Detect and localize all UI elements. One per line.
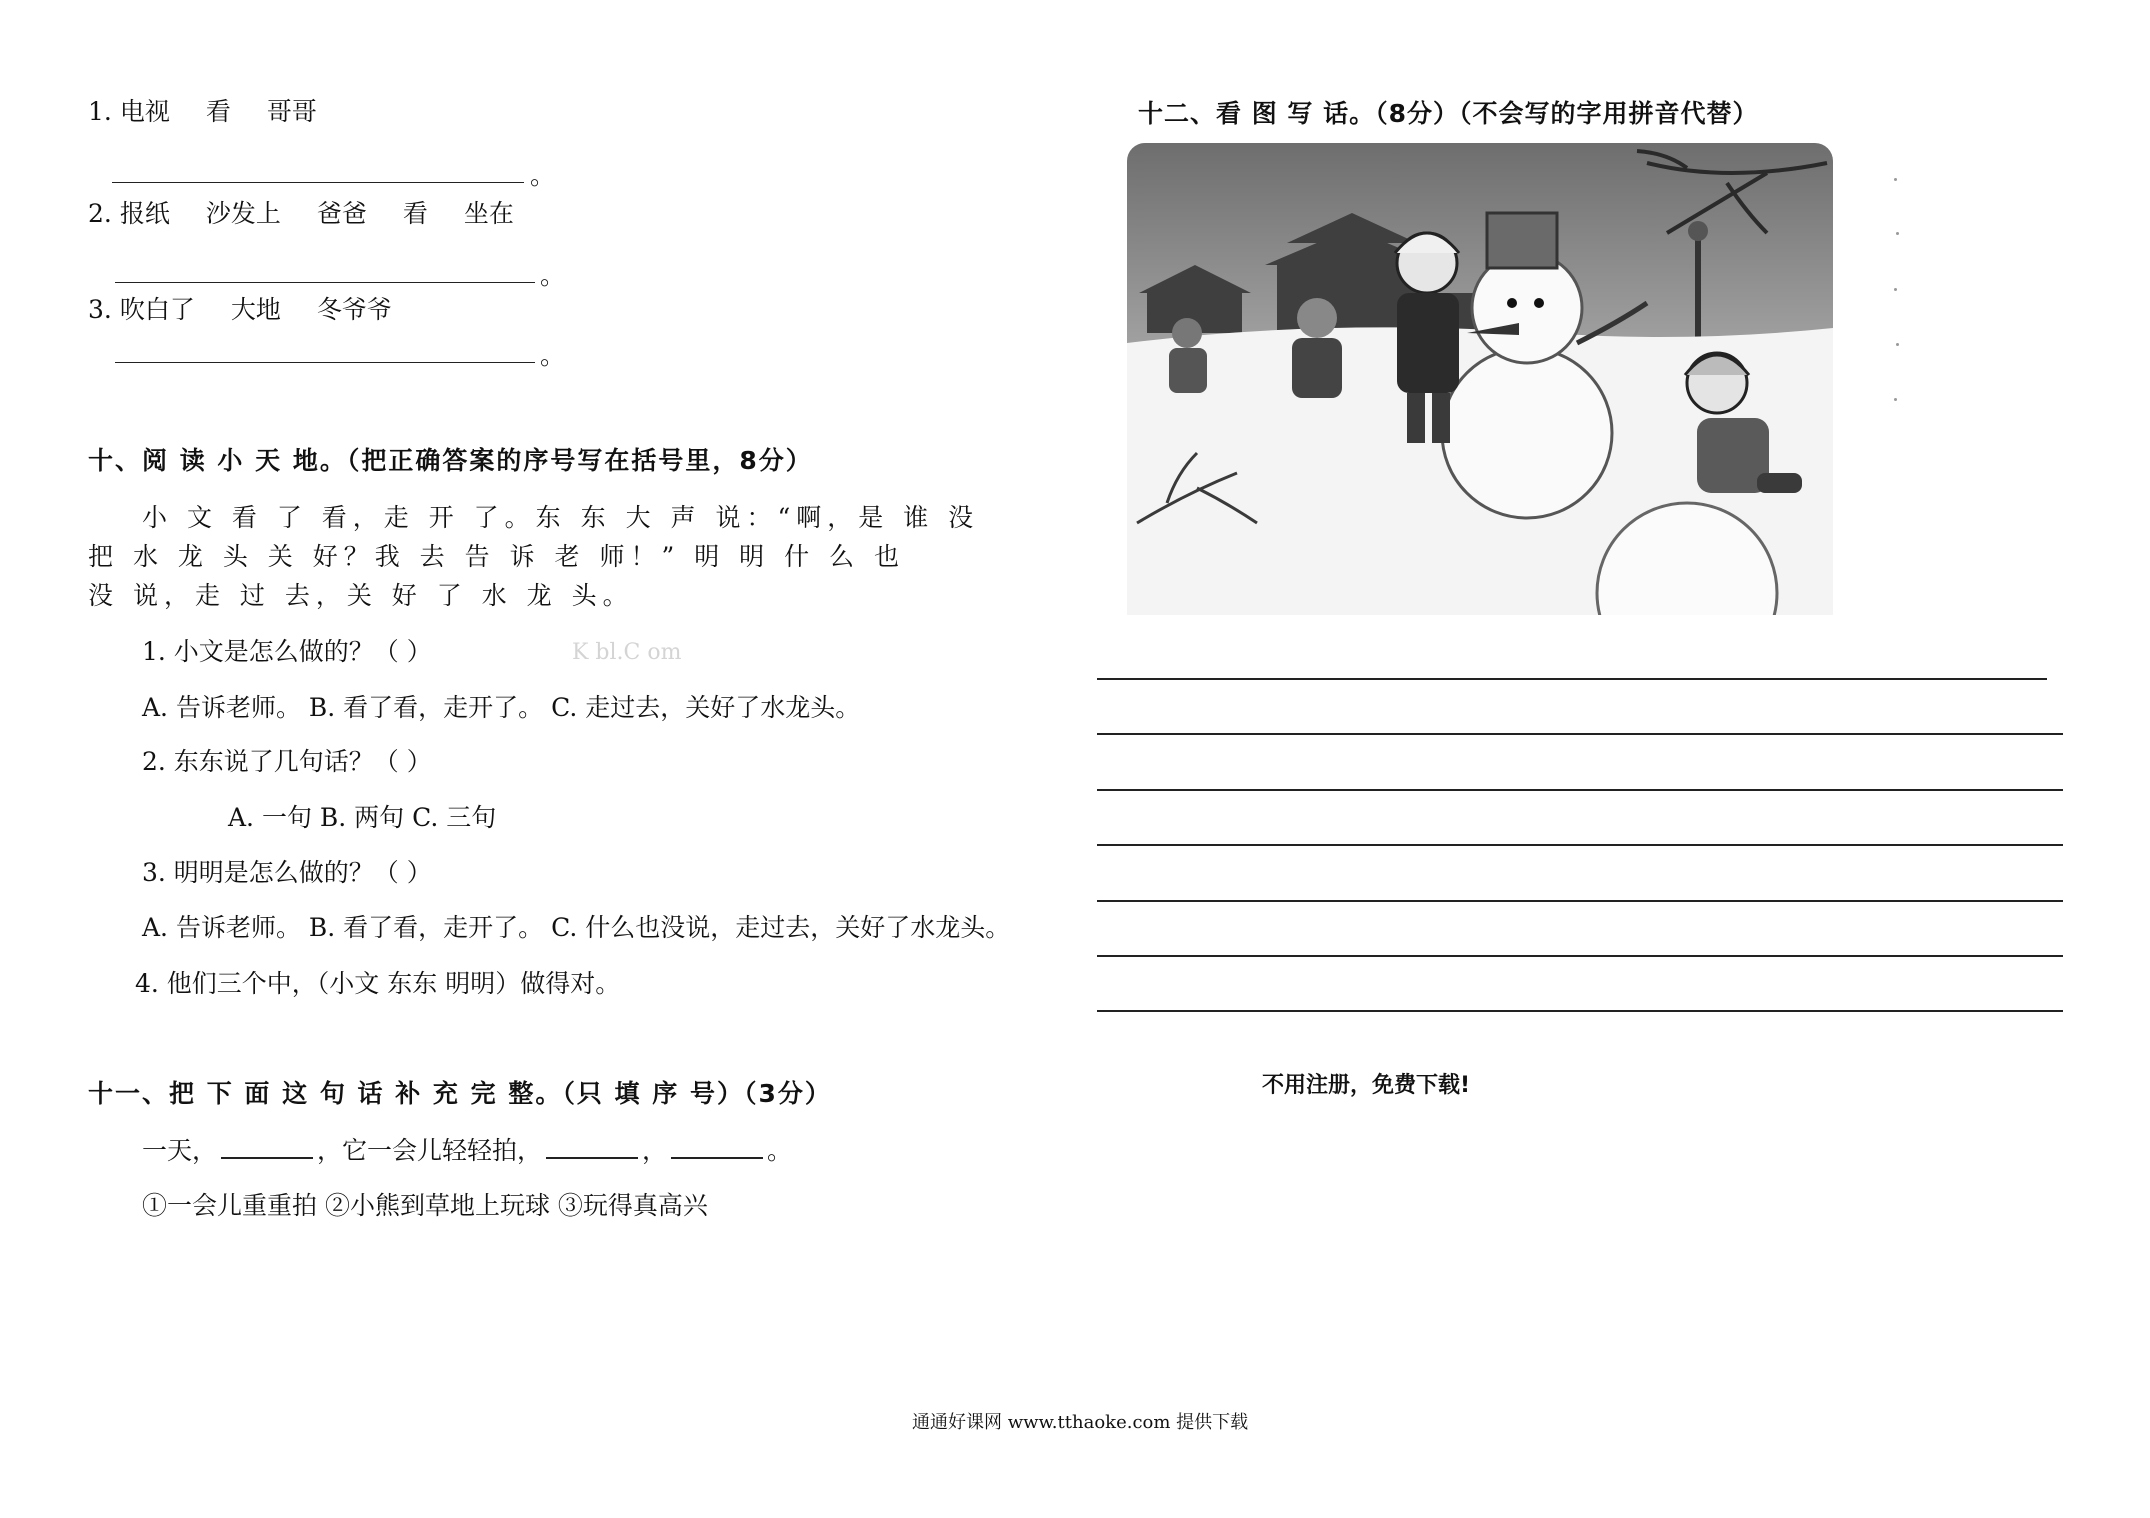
- q10-passage-line-1: 小 文 看 了 看，走 开 了。东 东 大 声 说：“啊，是 谁 没: [142, 503, 980, 532]
- q9-item-2: 2. 报纸 沙发上 爸爸 看 坐在: [88, 199, 514, 228]
- writing-line-5[interactable]: [1097, 900, 2063, 902]
- q10-question-2: 2. 东东说了几句话？（ ）: [142, 747, 432, 776]
- q9-item-3: 3. 吹白了 大地 冬爷爷: [88, 295, 392, 324]
- q9-period-2: 。: [540, 261, 566, 290]
- q10-question-1: 1. 小文是怎么做的？（ ）: [142, 637, 432, 666]
- watermark-text: K bl.C om: [572, 640, 682, 665]
- q10-question-3: 3. 明明是怎么做的？（ ）: [142, 858, 432, 887]
- free-download-notice: 不用注册，免费下载!: [1262, 1073, 1471, 1098]
- snowman-children-illustration: [1127, 143, 1833, 615]
- q11-sentence: 一天， ，它一会儿轻轻拍， ， 。: [142, 1136, 793, 1165]
- q11-blank-2[interactable]: [546, 1135, 638, 1159]
- writing-line-7[interactable]: [1097, 1010, 2063, 1012]
- q10-options-1: A. 告诉老师。 B. 看了看，走开了。 C. 走过去，关好了水龙头。: [142, 693, 861, 722]
- writing-line-1[interactable]: [1097, 678, 2047, 680]
- q10-passage-line-2: 把 水 龙 头 关 好？我 去 告 诉 老 师！” 明 明 什 么 也: [88, 542, 905, 571]
- q9-answer-line-3[interactable]: [115, 362, 535, 363]
- q10-question-4: 4. 他们三个中，（小文 东东 明明）做得对。: [135, 969, 621, 998]
- page-footer: 通通好课网 www.tthaoke.com 提供下载: [912, 1412, 1249, 1433]
- q9-answer-line-1[interactable]: [112, 182, 524, 183]
- q9-answer-line-2[interactable]: [115, 282, 535, 283]
- q10-options-3: A. 告诉老师。 B. 看了看，走开了。 C. 什么也没说，走过去，关好了水龙头。: [142, 913, 1011, 942]
- q10-options-2: A. 一句 B. 两句 C. 三句: [228, 803, 497, 832]
- q10-heading: 十、阅 读 小 天 地。（把正确答案的序号写在括号里，8分）: [88, 446, 813, 475]
- writing-line-3[interactable]: [1097, 789, 2063, 791]
- writing-line-4[interactable]: [1097, 844, 2063, 846]
- q11-heading: 十一、把 下 面 这 句 话 补 充 完 整。（只 填 序 号）（3分）: [88, 1079, 832, 1108]
- q9-period-3: 。: [540, 341, 566, 370]
- q9-item-1: 1. 电视 看 哥哥: [88, 97, 317, 126]
- q9-period-1: 。: [530, 161, 556, 190]
- q11-blank-1[interactable]: [221, 1135, 313, 1159]
- q12-heading: 十二、看 图 写 话。（8分）（不会写的字用拼音代替）: [1138, 99, 1759, 128]
- q11-options: ①一会儿重重拍 ②小熊到草地上玩球 ③玩得真高兴: [142, 1191, 708, 1220]
- q10-passage-line-3: 没 说，走 过 去，关 好 了 水 龙 头。: [88, 581, 634, 610]
- writing-line-6[interactable]: [1097, 955, 2063, 957]
- writing-line-2[interactable]: [1097, 733, 2063, 735]
- q11-blank-3[interactable]: [671, 1135, 763, 1159]
